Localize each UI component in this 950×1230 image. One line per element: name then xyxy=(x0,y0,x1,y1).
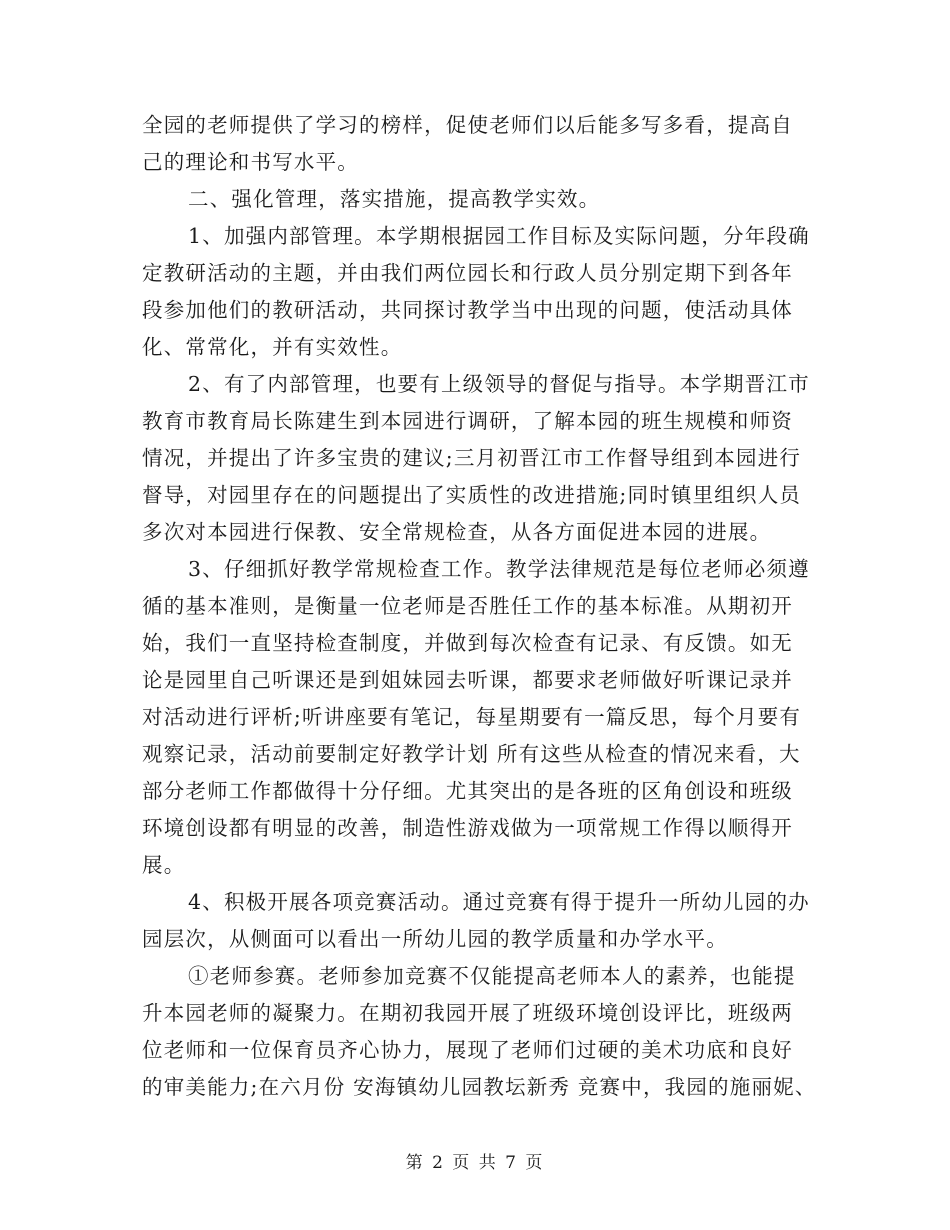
text-line: 化、常常化，并有实效性。 xyxy=(142,335,403,359)
text-line: 环境创设都有明显的改善，制造性游戏做为一项常规工作得以顺得开 xyxy=(142,816,793,840)
text-line: 定教研活动的主题，并由我们两位园长和行政人员分别定期下到各年 xyxy=(142,261,793,285)
text-line: 情况，并提出了许多宝贵的建议;三月初晋江市工作督导组到本园进行 xyxy=(142,446,802,470)
text-line: 全园的老师提供了学习的榜样，促使老师们以后能多写多看，提高自 xyxy=(142,113,793,137)
text-line: 4、积极开展各项竞赛活动。通过竞赛有得于提升一所幼儿园的办 xyxy=(188,890,810,914)
text-line: 对活动进行评析;听讲座要有笔记，每星期要有一篇反思，每个月要有 xyxy=(142,705,802,729)
text-line: 1、加强内部管理。本学期根据园工作目标及实际问题，分年段确 xyxy=(188,224,810,248)
text-line: 循的基本准则，是衡量一位老师是否胜任工作的基本标准。从期初开 xyxy=(142,594,793,618)
text-line: 的审美能力;在六月份 安海镇幼儿园教坛新秀 竞赛中，我园的施丽妮、 xyxy=(142,1075,817,1099)
section-heading: 二、强化管理，落实措施，提高教学实效。 xyxy=(188,187,601,211)
text-line: 始，我们一直坚持检查制度，并做到每次检查有记录、有反馈。如无 xyxy=(142,631,793,655)
text-line: 3、仔细抓好教学常规检查工作。教学法律规范是每位老师必须遵 xyxy=(188,557,810,581)
text-line: 教育市教育局长陈建生到本园进行调研，了解本园的班生规模和师资 xyxy=(142,409,793,433)
text-line: 己的理论和书写水平。 xyxy=(142,150,359,174)
text-line: 多次对本园进行保教、安全常规检查，从各方面促进本园的进展。 xyxy=(142,520,772,544)
text-line: 论是园里自己听课还是到姐妹园去听课，都要求老师做好听课记录并 xyxy=(142,668,793,692)
text-line: ①老师参赛。老师参加竞赛不仅能提高老师本人的素养，也能提 xyxy=(188,964,796,988)
text-line: 升本园老师的凝聚力。在期初我园开展了班级环境创设评比，班级两 xyxy=(142,1001,793,1025)
page-number: 第 2 页 共 7 页 xyxy=(405,1153,545,1173)
text-line: 部分老师工作都做得十分仔细。尤其突出的是各班的区角创设和班级 xyxy=(142,779,793,803)
text-line: 2、有了内部管理，也要有上级领导的督促与指导。本学期晋江市 xyxy=(188,372,810,396)
text-line: 位老师和一位保育员齐心协力，展现了老师们过硬的美术功底和良好 xyxy=(142,1038,793,1062)
text-line: 督导，对园里存在的问题提出了实质性的改进措施;同时镇里组织人员 xyxy=(142,483,802,507)
text-line: 观察记录，活动前要制定好教学计划 所有这些从检查的情况来看，大 xyxy=(142,742,801,766)
text-line: 展。 xyxy=(142,853,186,877)
text-line: 园层次，从侧面可以看出一所幼儿园的教学质量和办学水平。 xyxy=(142,927,728,951)
text-line: 段参加他们的教研活动，共同探讨教学当中出现的问题，使活动具体 xyxy=(142,298,793,322)
